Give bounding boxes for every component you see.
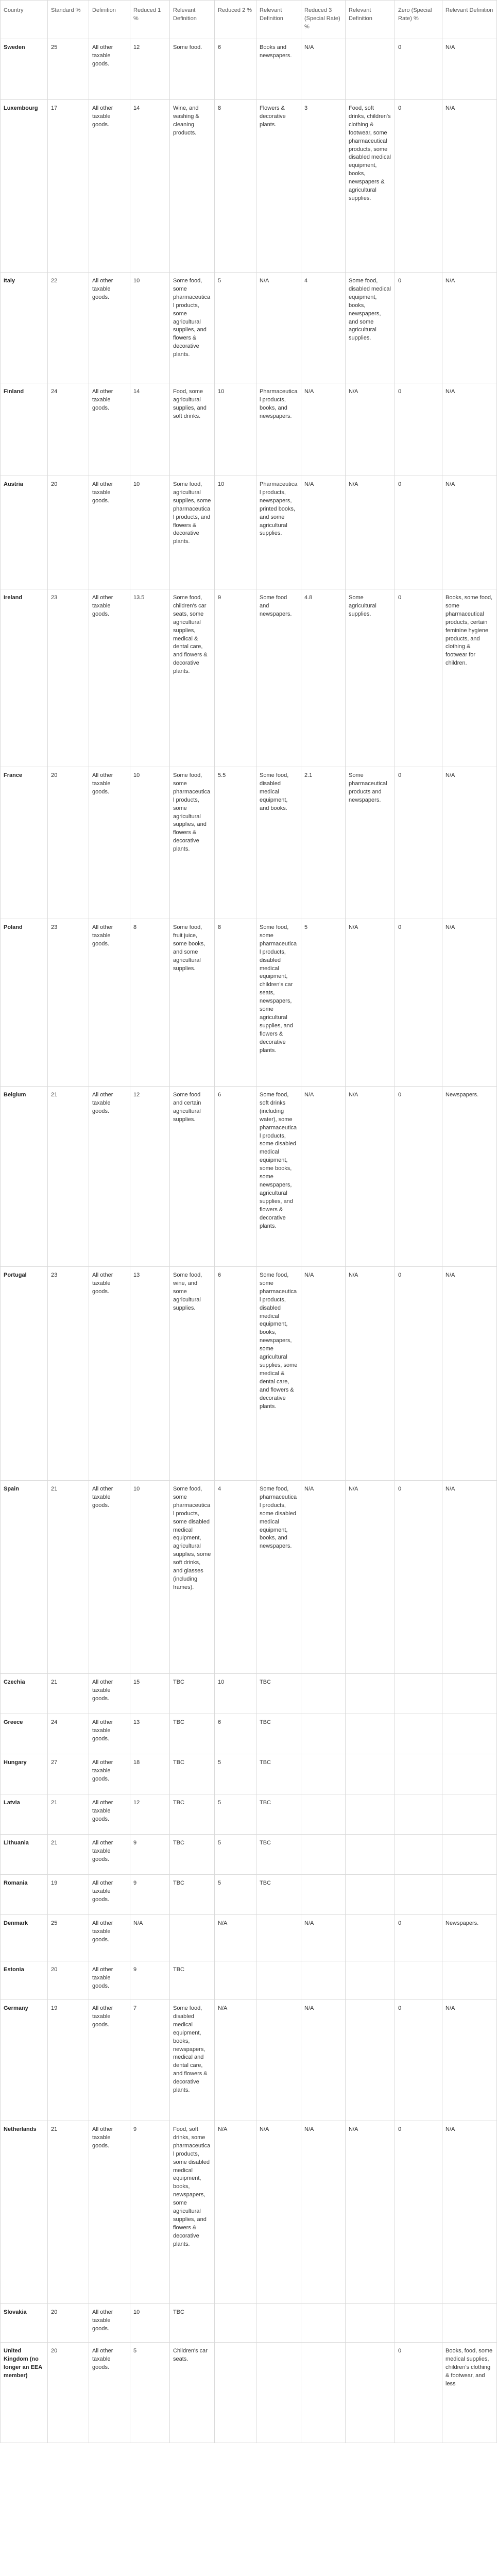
table-cell: Some food. <box>170 39 215 99</box>
table-cell <box>301 2342 346 2443</box>
table-cell: All other taxable goods. <box>89 1754 130 1794</box>
table-cell <box>256 1914 301 1961</box>
table-cell: 8 <box>215 99 256 272</box>
country-cell: Czechia <box>1 1673 48 1714</box>
table-cell: All other taxable goods. <box>89 589 130 767</box>
table-cell: 10 <box>215 1673 256 1714</box>
table-cell: N/A <box>442 99 497 272</box>
table-cell: 6 <box>215 1086 256 1266</box>
table-cell: 18 <box>130 1754 170 1794</box>
table-cell: 8 <box>215 919 256 1086</box>
table-cell <box>442 1794 497 1834</box>
country-cell: Slovakia <box>1 2303 48 2342</box>
table-cell: 20 <box>48 2303 89 2342</box>
table-cell: All other taxable goods. <box>89 2121 130 2303</box>
table-cell <box>301 1714 346 1754</box>
table-cell: Pharmaceutical products, books, and newspapers. <box>256 383 301 476</box>
table-cell: Books, some food, some pharmaceutical products, certain feminine hygiene products, and clothing & footwear for children. <box>442 589 497 767</box>
table-cell: N/A <box>301 1086 346 1266</box>
table-row <box>1 383 497 476</box>
table-cell: All other taxable goods. <box>89 2342 130 2443</box>
table-cell: Food, soft drinks, some pharmaceutical products, some disabled medical equipment, books, newspapers, some agricultural supplies, and flowers & decorative plants. <box>170 2121 215 2303</box>
column-header: Standard % <box>48 1 89 39</box>
country-cell: Poland <box>1 919 48 1086</box>
table-cell: Some food, some pharmaceutical products, some agricultural supplies, and flowers & decorative plants. <box>170 767 215 919</box>
table-cell <box>346 1914 395 1961</box>
table-cell: N/A <box>346 919 395 1086</box>
table-cell <box>395 1754 442 1794</box>
table-cell: 9 <box>130 2121 170 2303</box>
table-cell: All other taxable goods. <box>89 767 130 919</box>
table-cell: 19 <box>48 1999 89 2121</box>
table-cell: N/A <box>215 1999 256 2121</box>
table-cell: Some food, some pharmaceutical products, some disabled medical equipment, agricultural supplies, some soft drinks, and glasses (including frames). <box>170 1480 215 1673</box>
table-cell: 2.1 <box>301 767 346 919</box>
table-cell: TBC <box>256 1794 301 1834</box>
table-body <box>1 39 497 2443</box>
table-cell: TBC <box>170 1834 215 1874</box>
table-row <box>1 2121 497 2303</box>
table-cell: All other taxable goods. <box>89 476 130 589</box>
table-cell: N/A <box>442 919 497 1086</box>
table-cell: 21 <box>48 2121 89 2303</box>
table-cell: 3 <box>301 99 346 272</box>
table-cell: 24 <box>48 1714 89 1754</box>
table-cell: 10 <box>130 1480 170 1673</box>
table-cell: All other taxable goods. <box>89 2303 130 2342</box>
table-cell <box>170 1914 215 1961</box>
table-cell: All other taxable goods. <box>89 383 130 476</box>
table-cell: TBC <box>256 1874 301 1914</box>
table-cell <box>256 1999 301 2121</box>
table-cell: 10 <box>215 476 256 589</box>
table-cell: 20 <box>48 1961 89 1999</box>
table-cell: 0 <box>395 1914 442 1961</box>
table-cell: 0 <box>395 767 442 919</box>
table-cell <box>442 1874 497 1914</box>
table-cell: All other taxable goods. <box>89 1834 130 1874</box>
table-cell: N/A <box>442 272 497 383</box>
table-cell: N/A <box>442 1480 497 1673</box>
table-cell: N/A <box>256 2121 301 2303</box>
table-cell: 9 <box>215 589 256 767</box>
table-cell: Wine, and washing & cleaning products. <box>170 99 215 272</box>
table-cell: 5 <box>301 919 346 1086</box>
table-cell: 7 <box>130 1999 170 2121</box>
table-cell: 23 <box>48 919 89 1086</box>
table-cell: 14 <box>130 99 170 272</box>
column-header: Zero (Special Rate) % <box>395 1 442 39</box>
table-cell: 0 <box>395 2342 442 2443</box>
table-row <box>1 99 497 272</box>
table-cell: 6 <box>215 1266 256 1480</box>
table-cell <box>395 1714 442 1754</box>
table-cell: Pharmaceutical products, newspapers, printed books, and some agricultural supplies. <box>256 476 301 589</box>
table-cell: N/A <box>346 383 395 476</box>
table-cell <box>301 1961 346 1999</box>
table-cell <box>215 2342 256 2443</box>
table-cell <box>395 1794 442 1834</box>
table-cell: All other taxable goods. <box>89 1914 130 1961</box>
table-row <box>1 1754 497 1794</box>
table-cell: 0 <box>395 1086 442 1266</box>
table-cell: 5 <box>130 2342 170 2443</box>
table-cell: Some food, pharmaceutical products, some disabled medical equipment, books, and newspapers. <box>256 1480 301 1673</box>
table-row <box>1 1914 497 1961</box>
table-cell: Some food, some pharmaceutical products, disabled medical equipment, books, newspapers, some agricultural supplies, some medical & dental care, and flowers & decorative plants. <box>256 1266 301 1480</box>
table-cell: 19 <box>48 1874 89 1914</box>
table-row <box>1 1266 497 1480</box>
table-cell: TBC <box>170 2303 215 2342</box>
table-cell <box>395 2303 442 2342</box>
column-header: Country <box>1 1 48 39</box>
table-row <box>1 39 497 99</box>
table-cell: 24 <box>48 383 89 476</box>
table-cell <box>301 1874 346 1914</box>
table-cell: 0 <box>395 476 442 589</box>
table-cell: Some food, wine, and some agricultural supplies. <box>170 1266 215 1480</box>
table-cell <box>256 2303 301 2342</box>
table-cell: N/A <box>301 383 346 476</box>
table-cell: TBC <box>170 1673 215 1714</box>
table-cell: 9 <box>130 1961 170 1999</box>
table-cell: All other taxable goods. <box>89 1961 130 1999</box>
table-cell: Children's car seats. <box>170 2342 215 2443</box>
table-cell: 4.8 <box>301 589 346 767</box>
table-cell: 5 <box>215 272 256 383</box>
table-cell <box>395 1834 442 1874</box>
table-cell: 10 <box>130 272 170 383</box>
table-cell: TBC <box>170 1794 215 1834</box>
table-cell <box>442 2303 497 2342</box>
table-cell: 5 <box>215 1794 256 1834</box>
table-cell: N/A <box>442 767 497 919</box>
table-cell: 0 <box>395 2121 442 2303</box>
table-cell: N/A <box>346 476 395 589</box>
table-cell <box>442 1754 497 1794</box>
table-cell: All other taxable goods. <box>89 1714 130 1754</box>
table-cell: N/A <box>346 2121 395 2303</box>
country-cell: Latvia <box>1 1794 48 1834</box>
table-cell: 0 <box>395 919 442 1086</box>
table-cell: N/A <box>442 39 497 99</box>
table-cell <box>395 1874 442 1914</box>
table-row <box>1 589 497 767</box>
table-cell: Some pharmaceutical products and newspapers. <box>346 767 395 919</box>
table-cell: N/A <box>130 1914 170 1961</box>
table-cell: All other taxable goods. <box>89 39 130 99</box>
table-cell: 21 <box>48 1086 89 1266</box>
table-cell <box>346 2342 395 2443</box>
table-cell: Some food and newspapers. <box>256 589 301 767</box>
table-cell: All other taxable goods. <box>89 1086 130 1266</box>
table-cell: N/A <box>215 2121 256 2303</box>
table-cell: 10 <box>215 383 256 476</box>
table-cell: Some food, children's car seats, some agricultural supplies, medical & dental care, and flowers & decorative plants. <box>170 589 215 767</box>
table-cell <box>395 1673 442 1714</box>
table-cell: 8 <box>130 919 170 1086</box>
table-cell: 0 <box>395 1480 442 1673</box>
country-cell: Italy <box>1 272 48 383</box>
table-cell: All other taxable goods. <box>89 1673 130 1714</box>
table-cell: Some agricultural supplies. <box>346 589 395 767</box>
table-cell: 9 <box>130 1834 170 1874</box>
table-row <box>1 767 497 919</box>
country-cell: Greece <box>1 1714 48 1754</box>
table-cell: N/A <box>346 1480 395 1673</box>
table-cell <box>346 2303 395 2342</box>
table-cell <box>346 1834 395 1874</box>
table-cell: TBC <box>256 1714 301 1754</box>
table-cell: 14 <box>130 383 170 476</box>
country-cell: Finland <box>1 383 48 476</box>
table-row <box>1 2303 497 2342</box>
country-cell: Luxembourg <box>1 99 48 272</box>
table-cell: 13 <box>130 1266 170 1480</box>
table-cell: Newspapers. <box>442 1914 497 1961</box>
column-header: Relevant Definition <box>442 1 497 39</box>
column-header: Relevant Definition <box>256 1 301 39</box>
table-cell <box>346 1673 395 1714</box>
table-cell: 9 <box>130 1874 170 1914</box>
table-row <box>1 1794 497 1834</box>
table-cell: N/A <box>301 1266 346 1480</box>
country-cell: Netherlands <box>1 2121 48 2303</box>
column-header: Relevant Definition <box>346 1 395 39</box>
table-cell: N/A <box>301 1999 346 2121</box>
table-cell <box>346 1794 395 1834</box>
table-cell: 0 <box>395 272 442 383</box>
table-cell: All other taxable goods. <box>89 919 130 1086</box>
table-row <box>1 1999 497 2121</box>
table-cell: TBC <box>170 1961 215 1999</box>
country-cell: Hungary <box>1 1754 48 1794</box>
table-cell: Some food, some pharmaceutical products, some agricultural supplies, and flowers & decorative plants. <box>170 272 215 383</box>
table-cell: All other taxable goods. <box>89 1266 130 1480</box>
table-cell: 25 <box>48 1914 89 1961</box>
table-cell: N/A <box>442 476 497 589</box>
table-cell: N/A <box>442 2121 497 2303</box>
table-cell: 21 <box>48 1794 89 1834</box>
country-cell: Romania <box>1 1874 48 1914</box>
header-row <box>1 1 497 39</box>
table-cell: 23 <box>48 589 89 767</box>
table-cell <box>346 1999 395 2121</box>
table-cell: TBC <box>170 1754 215 1794</box>
country-cell: Lithuania <box>1 1834 48 1874</box>
table-cell: All other taxable goods. <box>89 1480 130 1673</box>
table-cell: 13.5 <box>130 589 170 767</box>
country-cell: Denmark <box>1 1914 48 1961</box>
country-cell: Austria <box>1 476 48 589</box>
table-cell <box>346 1874 395 1914</box>
table-cell <box>346 1714 395 1754</box>
table-cell <box>301 1754 346 1794</box>
table-cell: 17 <box>48 99 89 272</box>
table-cell: 0 <box>395 589 442 767</box>
table-cell: N/A <box>301 1480 346 1673</box>
table-cell: 22 <box>48 272 89 383</box>
table-cell: 15 <box>130 1673 170 1714</box>
table-cell: TBC <box>256 1754 301 1794</box>
table-row <box>1 272 497 383</box>
table-cell: 25 <box>48 39 89 99</box>
table-row <box>1 1714 497 1754</box>
table-row <box>1 1961 497 1999</box>
country-cell: Sweden <box>1 39 48 99</box>
table-cell: 5 <box>215 1754 256 1794</box>
table-cell <box>256 2342 301 2443</box>
table-cell: 0 <box>395 1999 442 2121</box>
table-cell: Some food, some pharmaceutical products, disabled medical equipment, children's car seats, newspapers, some agricultural supplies, and flowers & decorative plants. <box>256 919 301 1086</box>
table-cell <box>395 1961 442 1999</box>
table-row <box>1 2342 497 2443</box>
table-cell: Some food, fruit juice, some books, and some agricultural supplies. <box>170 919 215 1086</box>
table-cell: 5.5 <box>215 767 256 919</box>
table-cell <box>215 1961 256 1999</box>
table-cell: 21 <box>48 1834 89 1874</box>
column-header: Reduced 2 % <box>215 1 256 39</box>
table-cell: 27 <box>48 1754 89 1794</box>
table-row <box>1 1874 497 1914</box>
table-cell: 12 <box>130 39 170 99</box>
table-cell: 10 <box>130 476 170 589</box>
table-cell: 5 <box>215 1834 256 1874</box>
country-cell: Spain <box>1 1480 48 1673</box>
table-cell: Some food, disabled medical equipment, books, newspapers, and some agricultural supplies. <box>346 272 395 383</box>
table-cell <box>301 2303 346 2342</box>
table-cell: Some food, soft drinks (including water), some pharmaceutical products, some disabled medical equipment, some books, some newspapers, agricultural supplies, and flowers & decorative plants. <box>256 1086 301 1266</box>
table-cell: All other taxable goods. <box>89 1874 130 1914</box>
table-cell: 5 <box>215 1874 256 1914</box>
table-cell: 0 <box>395 383 442 476</box>
country-cell: United Kingdom (no longer an EEA member) <box>1 2342 48 2443</box>
table-cell <box>442 1714 497 1754</box>
table-cell: N/A <box>442 1999 497 2121</box>
table-cell: 0 <box>395 99 442 272</box>
table-cell: 4 <box>301 272 346 383</box>
table-cell: Books and newspapers. <box>256 39 301 99</box>
table-cell: 10 <box>130 2303 170 2342</box>
country-cell: Germany <box>1 1999 48 2121</box>
table-row <box>1 1673 497 1714</box>
table-row <box>1 1480 497 1673</box>
table-cell: Flowers & decorative plants. <box>256 99 301 272</box>
table-cell: Books, food, some medical supplies, children's clothing & footwear, and less <box>442 2342 497 2443</box>
table-cell: N/A <box>346 1086 395 1266</box>
table-cell: TBC <box>170 1874 215 1914</box>
table-cell: N/A <box>301 476 346 589</box>
table-cell: 23 <box>48 1266 89 1480</box>
table-cell: All other taxable goods. <box>89 99 130 272</box>
table-cell <box>215 2303 256 2342</box>
table-row <box>1 476 497 589</box>
country-cell: Estonia <box>1 1961 48 1999</box>
table-cell: N/A <box>442 383 497 476</box>
table-cell: 20 <box>48 476 89 589</box>
table-cell: 12 <box>130 1794 170 1834</box>
table-cell: N/A <box>301 39 346 99</box>
table-cell <box>346 1961 395 1999</box>
table-cell: N/A <box>215 1914 256 1961</box>
column-header: Definition <box>89 1 130 39</box>
country-cell: France <box>1 767 48 919</box>
table-cell: TBC <box>256 1834 301 1874</box>
table-cell: 4 <box>215 1480 256 1673</box>
table-cell: All other taxable goods. <box>89 1999 130 2121</box>
table-cell: 20 <box>48 767 89 919</box>
table-cell: 12 <box>130 1086 170 1266</box>
table-header <box>1 1 497 39</box>
table-cell: N/A <box>301 1914 346 1961</box>
table-cell: Some food, disabled medical equipment, and books. <box>256 767 301 919</box>
table-cell <box>256 1961 301 1999</box>
table-cell: N/A <box>346 1266 395 1480</box>
table-cell: Some food, agricultural supplies, some pharmaceutical products, and flowers & decorative plants. <box>170 476 215 589</box>
table-cell: Newspapers. <box>442 1086 497 1266</box>
table-cell <box>442 1834 497 1874</box>
table-cell <box>346 1754 395 1794</box>
table-cell <box>301 1834 346 1874</box>
table-cell: 6 <box>215 1714 256 1754</box>
table-cell: N/A <box>256 272 301 383</box>
table-cell <box>301 1794 346 1834</box>
table-cell: Some food, disabled medical equipment, books, newspapers, medical and dental care, and flowers & decorative plants. <box>170 1999 215 2121</box>
table-cell: All other taxable goods. <box>89 1794 130 1834</box>
table-cell: N/A <box>442 1266 497 1480</box>
table-cell: Some food and certain agricultural supplies. <box>170 1086 215 1266</box>
table-cell: TBC <box>170 1714 215 1754</box>
table-cell: TBC <box>256 1673 301 1714</box>
table-cell <box>346 39 395 99</box>
table-cell <box>442 1961 497 1999</box>
table-cell: 0 <box>395 39 442 99</box>
table-cell: 6 <box>215 39 256 99</box>
table-cell: 10 <box>130 767 170 919</box>
table-cell: 21 <box>48 1480 89 1673</box>
table-cell: Food, soft drinks, children's clothing & footwear, some pharmaceutical products, some disabled medical equipment, books, newspapers & agricultural supplies. <box>346 99 395 272</box>
table-cell: 21 <box>48 1673 89 1714</box>
table-cell: N/A <box>301 2121 346 2303</box>
table-cell: Food, some agricultural supplies, and soft drinks. <box>170 383 215 476</box>
country-cell: Ireland <box>1 589 48 767</box>
table-cell <box>442 1673 497 1714</box>
table-row <box>1 1834 497 1874</box>
table-cell: 0 <box>395 1266 442 1480</box>
table-row <box>1 919 497 1086</box>
column-header: Reduced 1 % <box>130 1 170 39</box>
country-cell: Belgium <box>1 1086 48 1266</box>
country-cell: Portugal <box>1 1266 48 1480</box>
table-row <box>1 1086 497 1266</box>
table-cell: 13 <box>130 1714 170 1754</box>
table-cell <box>301 1673 346 1714</box>
table-cell: 20 <box>48 2342 89 2443</box>
column-header: Relevant Definition <box>170 1 215 39</box>
table-cell: All other taxable goods. <box>89 272 130 383</box>
column-header: Reduced 3 (Special Rate) % <box>301 1 346 39</box>
